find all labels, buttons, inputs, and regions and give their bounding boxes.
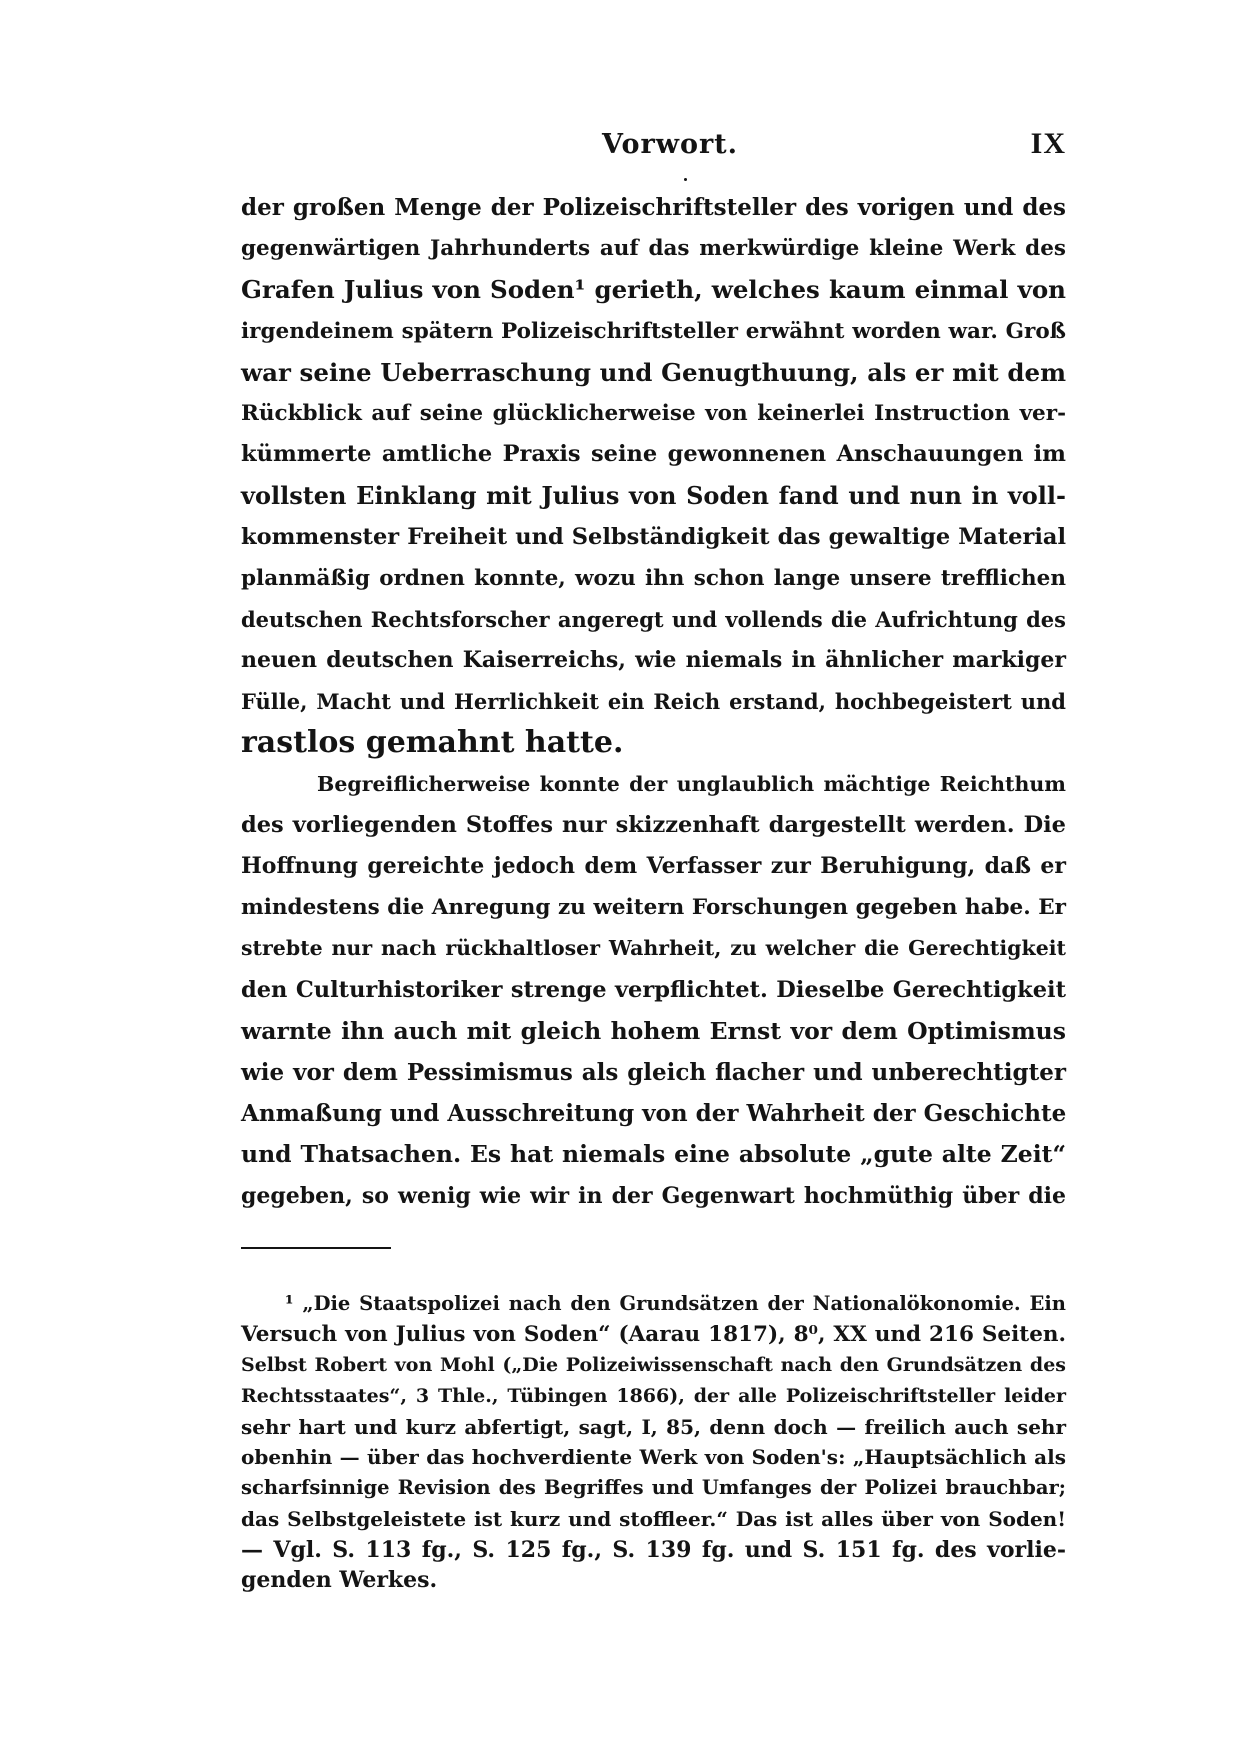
footnote-line: ¹ „Die Staatspolizei nach den Grundsätzen der Nationalökonomie. Ein <box>285 1292 1066 1315</box>
body-line: Fülle, Macht und Herrlichkeit ein Reich erstand, hochbegeistert und <box>241 689 1066 715</box>
body-line: des vorliegenden Stoffes nur skizzenhaft dargestellt werden. Die <box>241 811 1066 838</box>
body-line: planmäßig ordnen konnte, wozu ihn schon lange unsere trefflichen <box>241 565 1066 591</box>
body-line: neuen deutschen Kaiserreichs, wie niemals in ähnlicher markiger <box>241 647 1066 674</box>
body-line: kommenster Freiheit und Selbständigkeit das gewaltige Material <box>241 523 1066 550</box>
body-line-paragraph-start: Begreiflicherweise konnte der unglaublich mächtige Reichthum <box>317 771 1066 796</box>
running-head <box>241 125 1066 165</box>
footnote-line-end: genden Werkes. <box>241 1567 438 1594</box>
body-line: Grafen Julius von Soden¹ gerieth, welches kaum einmal von <box>241 275 1066 305</box>
footnote-line: sehr hart und kurz abfertigt, sagt, I, 85, denn doch — freilich auch sehr <box>241 1414 1066 1439</box>
body-line: den Culturhistoriker strenge verpflichtet. Dieselbe Gerechtigkeit <box>241 976 1066 1003</box>
body-line: und Thatsachen. Es hat niemals eine absolute „gute alte Zeit“ <box>241 1140 1066 1169</box>
footnote-rule <box>241 1247 391 1249</box>
footnote-line: das Selbstgeleistete ist kurz und stoffleer.“ Das ist alles über von Soden! <box>241 1506 1066 1531</box>
body-line: Rückblick auf seine glücklicherweise von keinerlei Instruction ver- <box>241 400 1066 426</box>
body-line: warnte ihn auch mit gleich hohem Ernst vor dem Optimismus <box>241 1016 1066 1045</box>
body-line: mindestens die Anregung zu weitern Forschungen gegeben habe. Er <box>241 895 1066 921</box>
body-line: wie vor dem Pessimismus als gleich flacher und unberechtigter <box>241 1058 1066 1086</box>
body-line-paragraph-end: rastlos gemahnt hatte. <box>241 725 624 761</box>
page-number: IX <box>1030 127 1066 160</box>
body-line: irgendeinem spätern Polizeischriftsteller erwähnt worden war. Groß <box>241 318 1066 344</box>
footnote-line: obenhin — über das hochverdiente Werk von Soden's: „Hauptsächlich als <box>241 1445 1066 1470</box>
body-line: der großen Menge der Polizeischriftsteller des vorigen und des <box>241 194 1066 221</box>
body-line: Anmaßung und Ausschreitung von der Wahrheit der Geschichte <box>241 1100 1067 1128</box>
footnote-line: scharfsinnige Revision des Begriffes und Umfanges der Polizei brauchbar; <box>241 1476 1066 1500</box>
footnote-line: Rechtsstaates“, 3 Thle., Tübingen 1866), der alle Polizeischriftsteller leider <box>241 1385 1066 1408</box>
body-text <box>241 187 1066 1217</box>
body-line: war seine Ueberraschung und Genugthuung, als er mit dem <box>241 357 1066 387</box>
body-line: Hoffnung gereichte jedoch dem Verfasser zur Beruhigung, daß er <box>241 853 1066 879</box>
body-line: gegenwärtigen Jahrhunderts auf das merkwürdige kleine Werk des <box>241 236 1066 262</box>
body-line: kümmerte amtliche Praxis seine gewonnenen Anschauungen im <box>241 441 1066 468</box>
ink-speck <box>684 178 687 181</box>
footnote-line: Versuch von Julius von Soden“ (Aarau 1817), 8⁰, XX und 216 Seiten. <box>241 1321 1066 1347</box>
body-line: deutschen Rechtsforscher angeregt und vollends die Aufrichtung des <box>241 606 1066 632</box>
body-line: strebte nur nach rückhaltloser Wahrheit, zu welcher die Gerechtigkeit <box>241 936 1066 961</box>
body-line: gegeben, so wenig wie wir in der Gegenwart hochmüthig über die <box>241 1182 1066 1209</box>
footnote-line: — Vgl. S. 113 fg., S. 125 fg., S. 139 fg. und S. 151 fg. des vorlie- <box>241 1536 1066 1563</box>
body-line: vollsten Einklang mit Julius von Soden fand und nun in voll- <box>241 481 1066 511</box>
running-title: Vorwort. <box>602 129 739 160</box>
footnote <box>241 1289 1066 1596</box>
footnote-line: Selbst Robert von Mohl („Die Polizeiwissenschaft nach den Grundsätzen des <box>241 1354 1066 1377</box>
